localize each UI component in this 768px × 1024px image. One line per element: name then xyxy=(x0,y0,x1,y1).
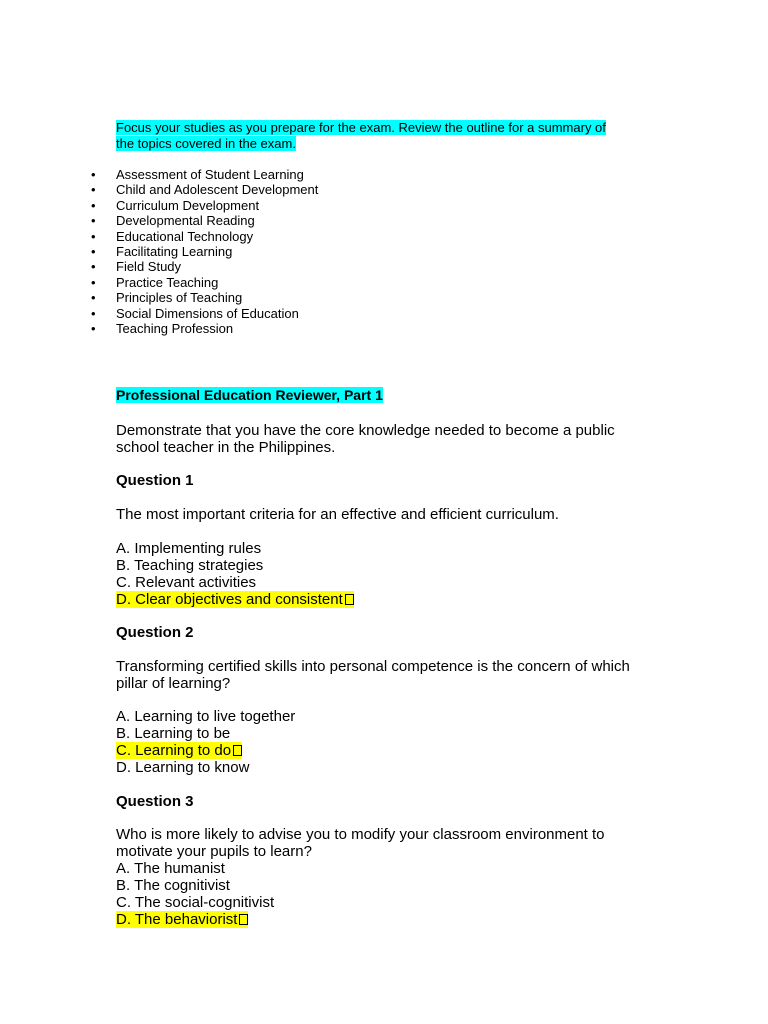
prompt-line-2: motivate your pupils to learn? xyxy=(116,843,312,860)
option-d-answer xyxy=(116,911,274,928)
list-item: • Assessment of Student Learning xyxy=(116,167,318,182)
option-b: B. Teaching strategies xyxy=(116,557,264,574)
option-a: A. The humanist xyxy=(116,860,225,877)
intro-line-2: the topics covered in the exam. xyxy=(116,135,296,151)
checkbox-glyph-icon xyxy=(233,745,242,756)
prompt-line-2: pillar of learning? xyxy=(116,675,231,692)
list-item: • Facilitating Learning xyxy=(116,244,318,259)
option-b: B. The cognitivist xyxy=(116,877,230,894)
question-3-options xyxy=(116,860,274,928)
answer-text: D. The behaviorist xyxy=(116,911,238,928)
checkbox-glyph-icon xyxy=(345,594,354,605)
option-d: D. Learning to know xyxy=(116,759,250,776)
option-b: B. Learning to be xyxy=(116,725,231,742)
prompt-line-1: Who is more likely to advise you to modify your classroom environment to xyxy=(116,826,605,843)
checkbox-glyph-icon xyxy=(239,914,248,925)
question-2-prompt xyxy=(116,658,630,692)
list-item: • Teaching Profession xyxy=(116,321,318,336)
question-1-prompt: The most important criteria for an effective and efficient curriculum. xyxy=(116,506,559,523)
topic-list xyxy=(116,167,318,336)
list-item: • Child and Adolescent Development xyxy=(116,182,318,197)
prompt-line-1: Transforming certified skills into personal competence is the concern of which xyxy=(116,658,630,675)
list-item: • Social Dimensions of Education xyxy=(116,306,318,321)
answer-text: D. Clear objectives and consistent xyxy=(116,591,343,608)
intro-line-1: Focus your studies as you prepare for the exam. Review the outline for a summary of xyxy=(116,120,606,135)
intro-note xyxy=(116,120,656,151)
question-1-title: Question 1 xyxy=(116,472,194,489)
option-a: A. Implementing rules xyxy=(116,540,262,557)
option-c: C. The social-cognitivist xyxy=(116,894,275,911)
option-c-answer xyxy=(116,742,295,759)
question-3-title: Question 3 xyxy=(116,793,194,810)
question-2-title: Question 2 xyxy=(116,624,194,641)
question-3-prompt xyxy=(116,826,605,860)
question-2-options xyxy=(116,708,295,776)
list-item: • Principles of Teaching xyxy=(116,290,318,305)
option-c: C. Relevant activities xyxy=(116,574,257,591)
list-item: • Practice Teaching xyxy=(116,275,318,290)
description-line-2: school teacher in the Philippines. xyxy=(116,439,336,456)
option-a: A. Learning to live together xyxy=(116,708,296,725)
answer-text: C. Learning to do xyxy=(116,742,232,759)
option-d-answer xyxy=(116,591,354,608)
list-item: • Educational Technology xyxy=(116,229,318,244)
description-line-1: Demonstrate that you have the core knowledge needed to become a public xyxy=(116,422,615,439)
question-1-options xyxy=(116,540,354,608)
section-heading xyxy=(116,386,383,404)
list-item: • Curriculum Development xyxy=(116,198,318,213)
section-heading-text: Professional Education Reviewer, Part 1 xyxy=(116,387,383,403)
description xyxy=(116,422,615,456)
list-item: • Developmental Reading xyxy=(116,213,318,228)
list-item: • Field Study xyxy=(116,259,318,274)
